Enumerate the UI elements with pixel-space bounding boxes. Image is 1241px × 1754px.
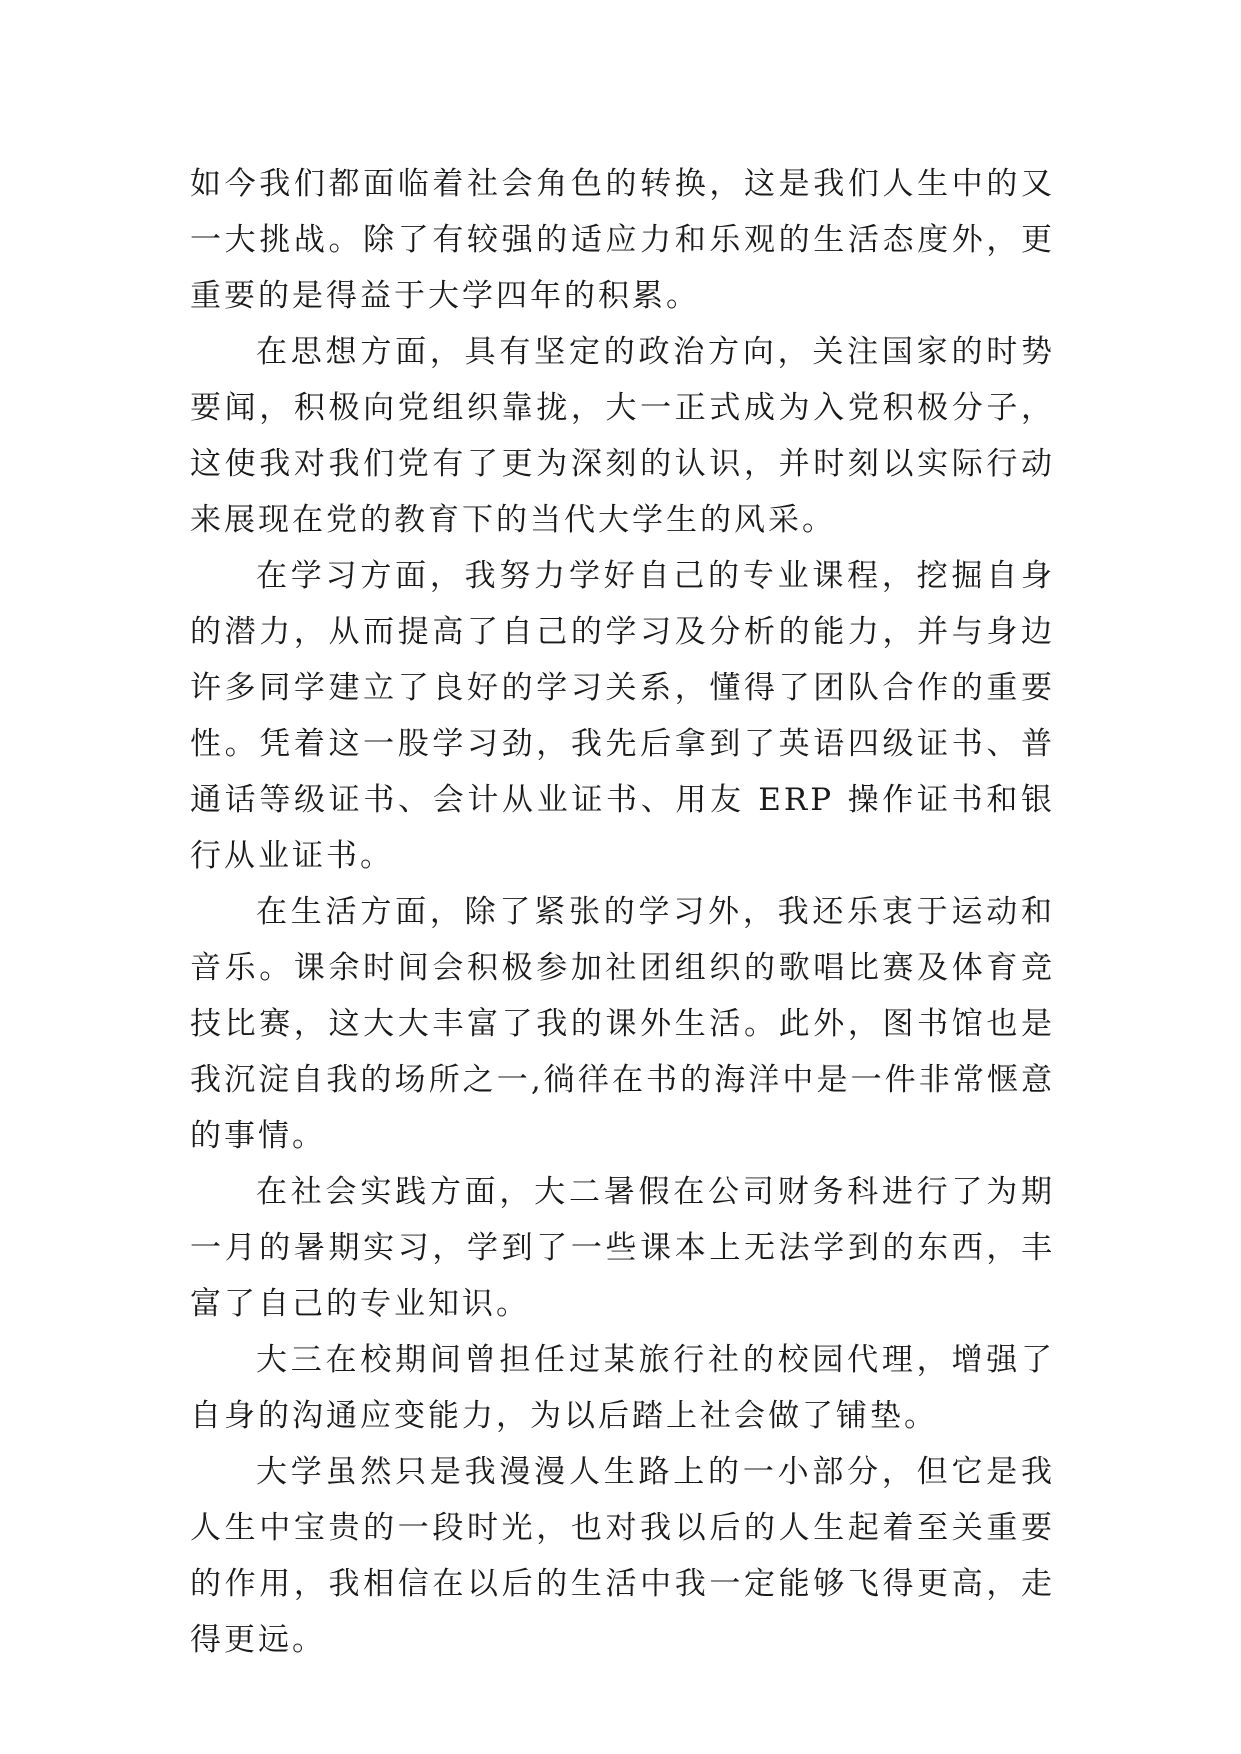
paragraph-intro: 如今我们都面临着社会角色的转换，这是我们人生中的又一大挑战。除了有较强的适应力和乐观的生活态度外，更重要的是得益于大学四年的积累。 bbox=[190, 166, 1055, 314]
paragraph-study: 在学习方面，我努力学好自己的专业课程，挖掘自身的潜力，从而提高了自己的学习及分析的能力，并与身边许多同学建立了良好的学习关系，懂得了团队合作的重要性。凭着这一股学习劲，我先后拿到了英语四级证书、普通话等级证书、会计从业证书、用友 ERP 操作证书和银行从业证书。 bbox=[190, 558, 1055, 874]
document-body bbox=[190, 156, 1055, 1668]
paragraph-conclusion: 大学虽然只是我漫漫人生路上的一小部分，但它是我人生中宝贵的一段时光，也对我以后的人生起着至关重要的作用，我相信在以后的生活中我一定能够飞得更高，走得更远。 bbox=[190, 1454, 1055, 1658]
paragraph-campus-agent: 大三在校期间曾担任过某旅行社的校园代理，增强了自身的沟通应变能力，为以后踏上社会做了铺垫。 bbox=[190, 1342, 1055, 1434]
paragraph-social-practice: 在社会实践方面，大二暑假在公司财务科进行了为期一月的暑期实习，学到了一些课本上无法学到的东西，丰富了自己的专业知识。 bbox=[190, 1174, 1055, 1322]
paragraph-life: 在生活方面，除了紧张的学习外，我还乐衷于运动和音乐。课余时间会积极参加社团组织的歌唱比赛及体育竞技比赛，这大大丰富了我的课外生活。此外，图书馆也是我沉淀自我的场所之一,徜徉在书的海洋中是一件非常惬意的事情。 bbox=[190, 894, 1055, 1154]
paragraph-ideology: 在思想方面，具有坚定的政治方向，关注国家的时势要闻，积极向党组织靠拢，大一正式成为入党积极分子，这使我对我们党有了更为深刻的认识，并时刻以实际行动来展现在党的教育下的当代大学生的风采。 bbox=[190, 334, 1055, 538]
